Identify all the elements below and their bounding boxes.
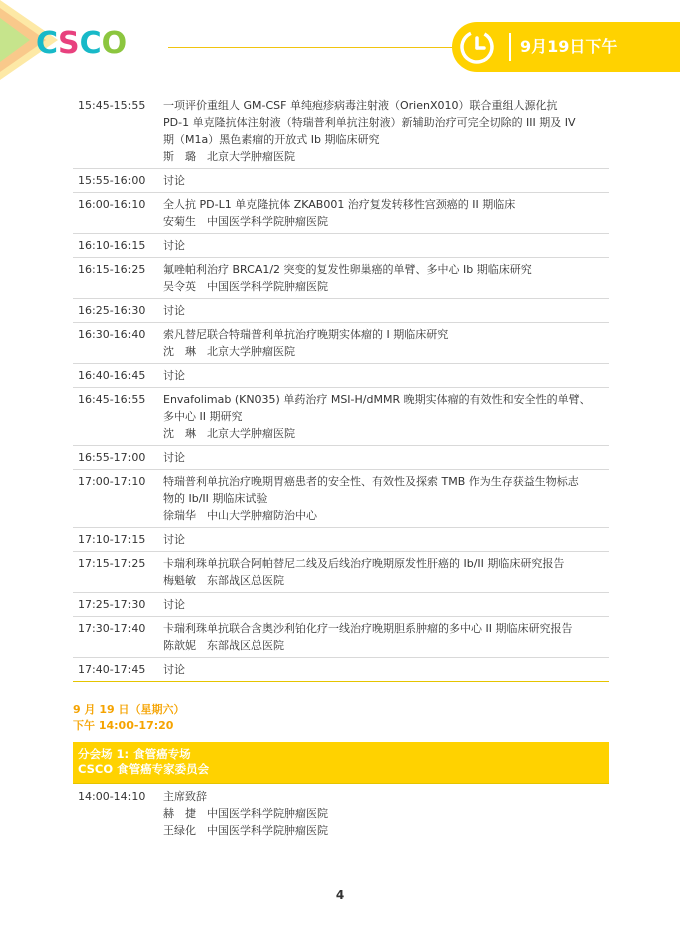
schedule-time: 16:55-17:00 [78, 451, 146, 464]
talk-title-line: 一项评价重组人 GM-CSF 单纯疱疹病毒注射液（OrienX010）联合重组人源化抗 [163, 99, 558, 112]
schedule-content [163, 367, 609, 384]
date-badge-separator [509, 33, 511, 61]
schedule-row [73, 552, 609, 593]
schedule-time: 15:45-15:55 [78, 99, 146, 112]
schedule-content [163, 473, 609, 524]
speaker-name: 梅魁敏 东部战区总医院 [163, 574, 284, 587]
talk-title-line: 讨论 [163, 533, 185, 546]
schedule-row [73, 593, 609, 617]
schedule-row [73, 94, 609, 169]
schedule-time: 14:00-14:10 [78, 790, 146, 803]
page-number: 4 [335, 888, 345, 902]
speaker-name: 斯 璐 北京大学肿瘤医院 [163, 150, 295, 163]
schedule-content [163, 326, 609, 360]
talk-title-line: 讨论 [163, 304, 185, 317]
schedule-content [163, 237, 609, 254]
talk-title-line: 索凡替尼联合特瑞普利单抗治疗晚期实体瘤的 I 期临床研究 [163, 328, 449, 341]
talk-title-line: 讨论 [163, 369, 185, 382]
speaker-name: 安菊生 中国医学科学院肿瘤医院 [163, 215, 328, 228]
speaker-name: 赫 捷 中国医学科学院肿瘤医院 [163, 807, 328, 820]
schedule-row [73, 388, 609, 446]
schedule-row [73, 323, 609, 364]
schedule-time: 16:45-16:55 [78, 393, 146, 406]
talk-title-line: 多中心 II 期研究 [163, 410, 243, 423]
csco-logo [36, 26, 127, 61]
schedule-row [73, 528, 609, 552]
speaker-name: 吴令英 中国医学科学院肿瘤医院 [163, 280, 328, 293]
date-badge-label: 9月19日下午 [520, 37, 618, 56]
speaker-name: 陈歆妮 东部战区总医院 [163, 639, 284, 652]
speaker-name: 沈 琳 北京大学肿瘤医院 [163, 345, 295, 358]
schedule-content [163, 172, 609, 189]
schedule-content [163, 391, 609, 442]
schedule-content [163, 302, 609, 319]
talk-title-line: 物的 Ib/II 期临床试验 [163, 492, 268, 505]
session-date-heading [73, 702, 184, 734]
schedule-row [73, 169, 609, 193]
schedule-content [163, 196, 609, 230]
schedule-time: 17:30-17:40 [78, 622, 146, 635]
schedule-time: 15:55-16:00 [78, 174, 146, 187]
talk-title-line: PD-1 单克隆抗体注射液（特瑞普利单抗注射液）新辅助治疗可完全切除的 III 期及 IV [163, 116, 576, 129]
session-date: 9 月 19 日（星期六） [73, 703, 185, 716]
schedule-content [163, 620, 609, 654]
session-committee: CSCO 食管癌专家委员会 [78, 762, 210, 776]
talk-title-line: 讨论 [163, 451, 185, 464]
talk-title-line: 卡瑞利珠单抗联合含奥沙利铂化疗一线治疗晚期胆系肿瘤的多中心 II 期临床研究报告 [163, 622, 573, 635]
schedule-content [163, 555, 609, 589]
schedule-content [163, 449, 609, 466]
header-divider-line [168, 47, 458, 48]
talk-title-line: 卡瑞利珠单抗联合阿帕替尼二线及后线治疗晚期原发性肝癌的 Ib/II 期临床研究报告 [163, 557, 565, 570]
schedule-time: 16:10-16:15 [78, 239, 146, 252]
talk-title-line: 期（M1a）黑色素瘤的开放式 Ib 期临床研究 [163, 133, 380, 146]
session-time: 下午 14:00-17:20 [73, 719, 174, 732]
speaker-name: 沈 琳 北京大学肿瘤医院 [163, 427, 295, 440]
schedule-row [73, 658, 609, 682]
schedule-time: 17:25-17:30 [78, 598, 146, 611]
talk-title-line: 氟唑帕利治疗 BRCA1/2 突变的复发性卵巢癌的单臂、多中心 Ib 期临床研究 [163, 263, 532, 276]
schedule-time: 17:00-17:10 [78, 475, 146, 488]
schedule-time: 16:00-16:10 [78, 198, 146, 211]
speaker-name: 徐瑞华 中山大学肿瘤防治中心 [163, 509, 317, 522]
schedule-content [163, 531, 609, 548]
schedule-content [163, 97, 609, 165]
schedule-time: 16:40-16:45 [78, 369, 146, 382]
talk-title-line: 全人抗 PD-L1 单克隆抗体 ZKAB001 治疗复发转移性宫颈癌的 II 期临床 [163, 198, 516, 211]
schedule-row [73, 299, 609, 323]
schedule-time: 17:15-17:25 [78, 557, 146, 570]
schedule-row [73, 364, 609, 388]
schedule-row [73, 234, 609, 258]
talk-title-line: 讨论 [163, 663, 185, 676]
schedule-time: 16:15-16:25 [78, 263, 146, 276]
schedule-time: 17:40-17:45 [78, 663, 146, 676]
talk-title-line: 特瑞普利单抗治疗晚期胃癌患者的安全性、有效性及探索 TMB 作为生存获益生物标志 [163, 475, 579, 488]
schedule-row [73, 785, 609, 842]
session-title: 分会场 1: 食管癌专场 [78, 747, 191, 761]
schedule-time: 17:10-17:15 [78, 533, 146, 546]
schedule-row [73, 193, 609, 234]
talk-title-line: Envafolimab (KN035) 单药治疗 MSI-H/dMMR 晚期实体瘤的有效性和安全性的单臂、 [163, 393, 591, 406]
schedule-table [73, 94, 609, 682]
page-header [0, 0, 680, 80]
speaker-name: 王绿化 中国医学科学院肿瘤医院 [163, 824, 328, 837]
schedule-content [163, 261, 609, 295]
schedule-row [73, 617, 609, 658]
schedule-time: 16:25-16:30 [78, 304, 146, 317]
schedule-time: 16:30-16:40 [78, 328, 146, 341]
schedule-row [73, 258, 609, 299]
talk-title-line: 讨论 [163, 174, 185, 187]
talk-title-line: 讨论 [163, 598, 185, 611]
talk-title-line: 主席致辞 [163, 790, 207, 803]
schedule-content [163, 661, 609, 678]
schedule-content [163, 788, 609, 839]
talk-title-line: 讨论 [163, 239, 185, 252]
schedule-row [73, 446, 609, 470]
session-title-bar [73, 742, 609, 784]
schedule-row [73, 470, 609, 528]
csco-logo-text: CSCO [36, 26, 128, 61]
clock-icon [458, 28, 496, 66]
schedule-content [163, 596, 609, 613]
session-schedule-table [73, 785, 609, 842]
date-badge [452, 22, 680, 72]
